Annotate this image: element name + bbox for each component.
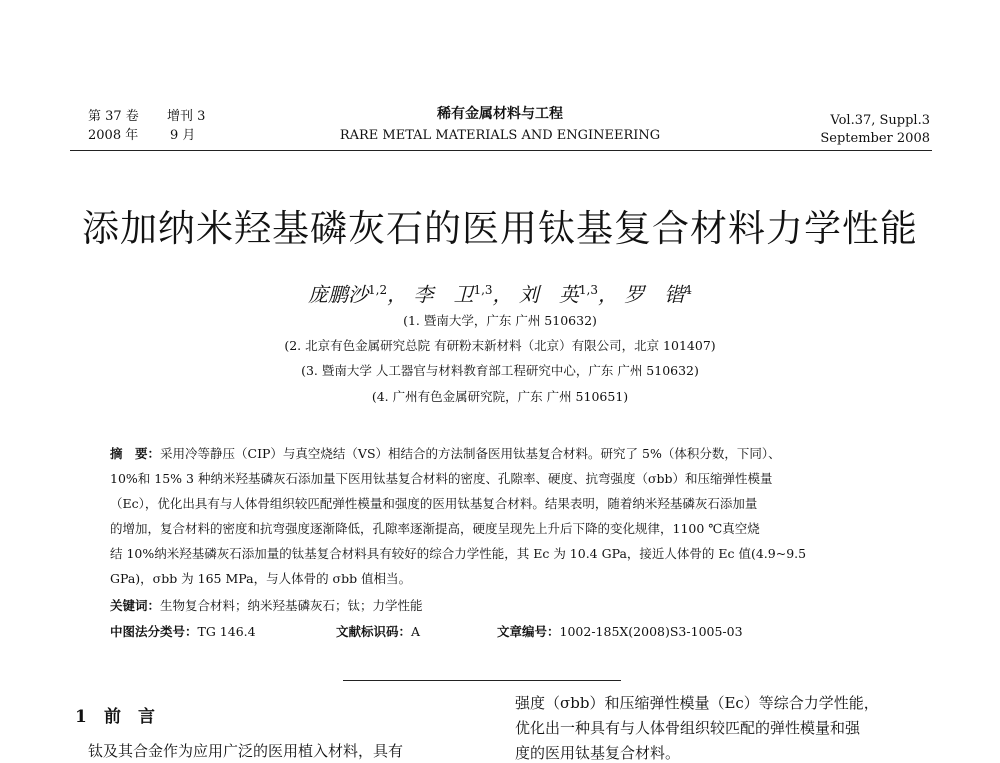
- article-number-value: 1002-185X(2008)S3-1005-03: [559, 624, 743, 639]
- abstract-line: 10%和 15% 3 种纳米羟基磷灰石添加量下医用钛基复合材料的密度、孔隙率、硬度、抗弯强度（σbb）和压缩弹性模量: [110, 471, 773, 486]
- article-number: [497, 624, 743, 640]
- abstract-line: 的增加，复合材料的密度和抗弯强度逐渐降低，孔隙率逐渐提高，硬度呈现先上升后下降的变化规律，1100 ℃真空烧: [110, 521, 760, 536]
- author-name: 庞鹏沙: [308, 282, 368, 307]
- author-affiliation-mark: 1,3: [473, 283, 493, 297]
- author-name: 刘 英: [518, 282, 579, 307]
- abstract-label: 摘 要：: [110, 446, 161, 461]
- author-affiliation-mark: 4: [684, 283, 692, 297]
- author-name: 罗 锴: [624, 282, 685, 307]
- section-number: 1: [75, 707, 87, 727]
- header-year: 2008 年: [88, 128, 139, 143]
- classification-label: 中图法分类号：: [110, 624, 198, 639]
- header-date-en: September 2008: [820, 131, 930, 146]
- abstract-line: （Ec），优化出具有与人体骨组织较匹配弹性模量和强度的医用钛基复合材料。结果表明，随着纳米羟基磷灰石添加量: [110, 496, 758, 511]
- keywords: [110, 598, 423, 614]
- body-text-right: 强度（σbb）和压缩弹性模量（Ec）等综合力学性能，: [515, 694, 879, 712]
- header-volume: 第 37 卷: [88, 109, 139, 124]
- abstract-line: 结 10%纳米羟基磷灰石添加量的钛基复合材料具有较好的综合力学性能，其 Ec 为 10.4 GPa，接近人体骨的 Ec 值(4.9~9.5: [110, 546, 807, 561]
- section-title: 前 言: [104, 707, 155, 727]
- author-name: 李 卫: [413, 282, 474, 307]
- section-divider: [343, 680, 621, 681]
- header-vol-en: Vol.37, Suppl.3: [830, 113, 930, 128]
- affiliation: (1. 暨南大学，广东 广州 510632): [403, 313, 597, 328]
- document-code-label: 文献标识码：: [336, 624, 412, 639]
- author-affiliation-mark: 1,3: [578, 283, 598, 297]
- journal-title-cn: 稀有金属材料与工程: [437, 106, 563, 122]
- header-month: 9 月: [170, 128, 196, 143]
- classification-value: TG 146.4: [197, 624, 256, 639]
- header-rule: [70, 150, 932, 151]
- journal-title-en: RARE METAL MATERIALS AND ENGINEERING: [339, 128, 661, 143]
- abstract-text: 采用冷等静压（CIP）与真空烧结（VS）相结合的方法制备医用钛基复合材料。研究了 5%（体积分数，下同）、: [160, 446, 781, 461]
- paper-title: 添加纳米羟基磷灰石的医用钛基复合材料力学性能: [82, 207, 918, 250]
- document-code: [336, 624, 420, 640]
- body-text-right: 度的医用钛基复合材料。: [515, 744, 681, 762]
- abstract-line: GPa)，σbb 为 165 MPa，与人体骨的 σbb 值相当。: [110, 571, 412, 586]
- keywords-text: 生物复合材料；纳米羟基磷灰石；钛；力学性能: [160, 598, 423, 613]
- affiliation: (3. 暨南大学 人工器官与材料教育部工程研究中心，广东 广州 510632): [301, 363, 699, 378]
- author-list: 庞鹏沙$^{1,2}$， 李 卫$^{1,3}$， 刘 英$^{1,3}$， 罗 锴$^4$: [308, 282, 692, 307]
- header-supplement: 增刊 3: [167, 109, 206, 124]
- document-code-value: A: [411, 624, 421, 639]
- abstract-line: [110, 446, 890, 462]
- affiliation: (4. 广州有色金属研究院，广东 广州 510651): [371, 389, 629, 404]
- keywords-label: 关键词：: [110, 598, 161, 613]
- article-number-label: 文章编号：: [497, 624, 560, 639]
- classification: [110, 624, 256, 640]
- body-text-right: 优化出一种具有与人体骨组织较匹配的弹性模量和强: [515, 719, 861, 737]
- affiliation: (2. 北京有色金属研究总院 有研粉末新材料（北京）有限公司，北京 101407): [284, 338, 716, 353]
- body-text-left: 钛及其合金作为应用广泛的医用植入材料，具有: [88, 742, 404, 760]
- author-affiliation-mark: 1,2: [368, 283, 388, 297]
